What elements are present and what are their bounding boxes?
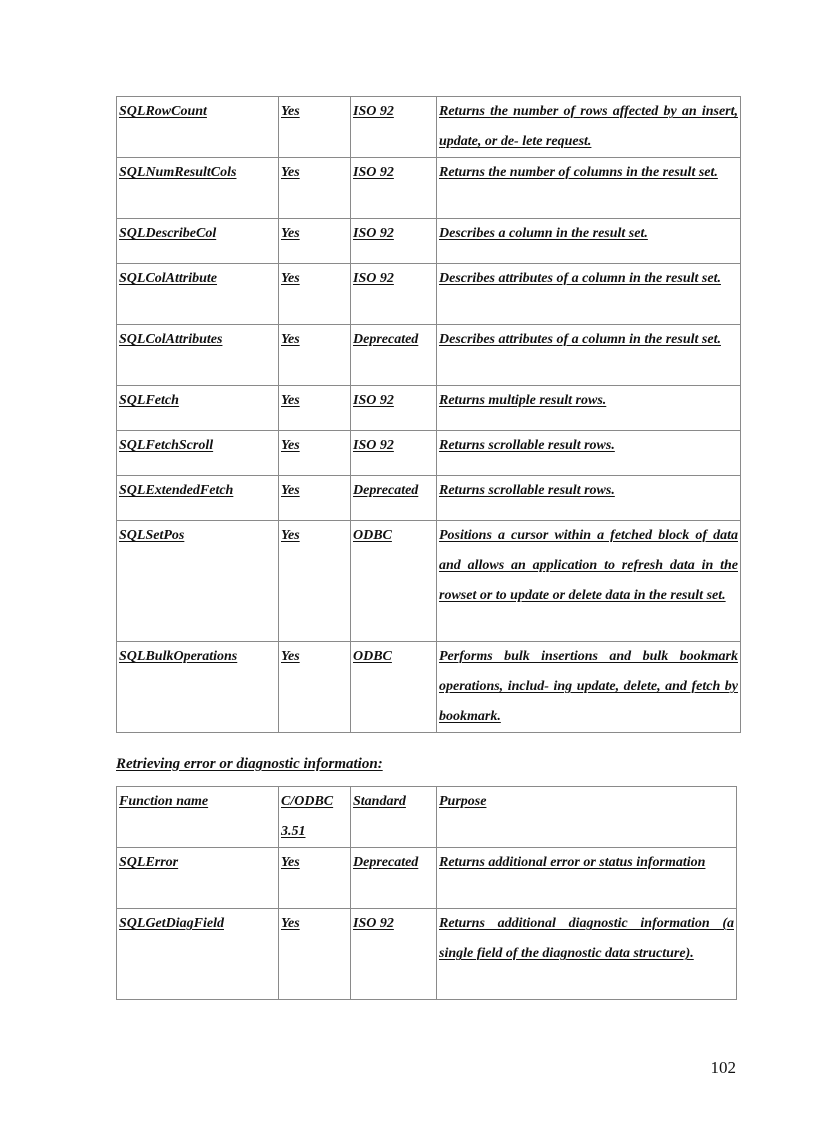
purpose-cell: Performs bulk insertions and bulk bookmark operations, includ- ing update, delete, and fetch by bookmark. [437,642,741,733]
table-row [117,97,741,158]
standard-cell: ISO 92 [351,909,437,1000]
function-name-cell: SQLBulkOperations [117,642,279,733]
table-row [117,325,741,386]
function-name-cell: SQLColAttribute [117,264,279,325]
table-row [117,848,737,909]
standard-cell: ISO 92 [351,97,437,158]
table-row [117,431,741,476]
purpose-cell: Positions a cursor within a fetched block of data and allows an application to refresh data in the rowset or to update or delete data in the result set. [437,521,741,642]
function-name-cell: SQLError [117,848,279,909]
diagnostics-table-header [117,787,737,848]
header-row [117,787,737,848]
odbc-cell: Yes [279,476,351,521]
standard-cell: ISO 92 [351,219,437,264]
odbc-cell: Yes [279,386,351,431]
function-name-cell: SQLRowCount [117,97,279,158]
functions-table [116,96,741,733]
table-row [117,909,737,1000]
odbc-cell: Yes [279,219,351,264]
function-name-cell: SQLExtendedFetch [117,476,279,521]
function-name-cell: SQLDescribeCol [117,219,279,264]
purpose-cell: Returns the number of rows affected by an insert, update, or de- lete request. [437,97,741,158]
odbc-cell: Yes [279,325,351,386]
table-row [117,219,741,264]
purpose-cell: Returns multiple result rows. [437,386,741,431]
standard-cell: Deprecated [351,848,437,909]
odbc-cell: Yes [279,264,351,325]
function-name-cell: SQLFetch [117,386,279,431]
page-number: 102 [710,1058,736,1077]
standard-cell: ISO 92 [351,386,437,431]
table-row [117,158,741,219]
header-cell-function-name: Function name [117,787,279,848]
purpose-cell: Returns scrollable result rows. [437,476,741,521]
functions-table-body [117,97,741,733]
odbc-cell: Yes [279,158,351,219]
section-heading: Retrieving error or diagnostic information: [116,756,383,772]
standard-cell: ISO 92 [351,431,437,476]
standard-cell: ODBC [351,521,437,642]
standard-cell: ISO 92 [351,264,437,325]
standard-cell: ODBC [351,642,437,733]
purpose-cell: Returns additional diagnostic information (a single field of the diagnostic data structure). [437,909,737,1000]
purpose-cell: Describes a column in the result set. [437,219,741,264]
standard-cell: Deprecated [351,325,437,386]
purpose-cell: Describes attributes of a column in the result set. [437,325,741,386]
function-name-cell: SQLFetchScroll [117,431,279,476]
odbc-cell: Yes [279,909,351,1000]
table-row [117,521,741,642]
function-name-cell: SQLSetPos [117,521,279,642]
header-cell-purpose: Purpose [437,787,737,848]
diagnostics-table [116,786,737,1000]
odbc-cell: Yes [279,521,351,642]
header-cell-standard: Standard [351,787,437,848]
function-name-cell: SQLGetDiagField [117,909,279,1000]
table-row [117,642,741,733]
standard-cell: ISO 92 [351,158,437,219]
purpose-cell: Returns the number of columns in the result set. [437,158,741,219]
purpose-cell: Returns scrollable result rows. [437,431,741,476]
function-name-cell: SQLColAttributes [117,325,279,386]
odbc-cell: Yes [279,848,351,909]
header-cell-odbc-version: C/ODBC 3.51 [279,787,351,848]
purpose-cell: Describes attributes of a column in the result set. [437,264,741,325]
table-row [117,264,741,325]
table-row [117,476,741,521]
function-name-cell: SQLNumResultCols [117,158,279,219]
diagnostics-table-body [117,848,737,1000]
standard-cell: Deprecated [351,476,437,521]
purpose-cell: Returns additional error or status information [437,848,737,909]
odbc-cell: Yes [279,97,351,158]
table-row [117,386,741,431]
odbc-cell: Yes [279,642,351,733]
odbc-cell: Yes [279,431,351,476]
